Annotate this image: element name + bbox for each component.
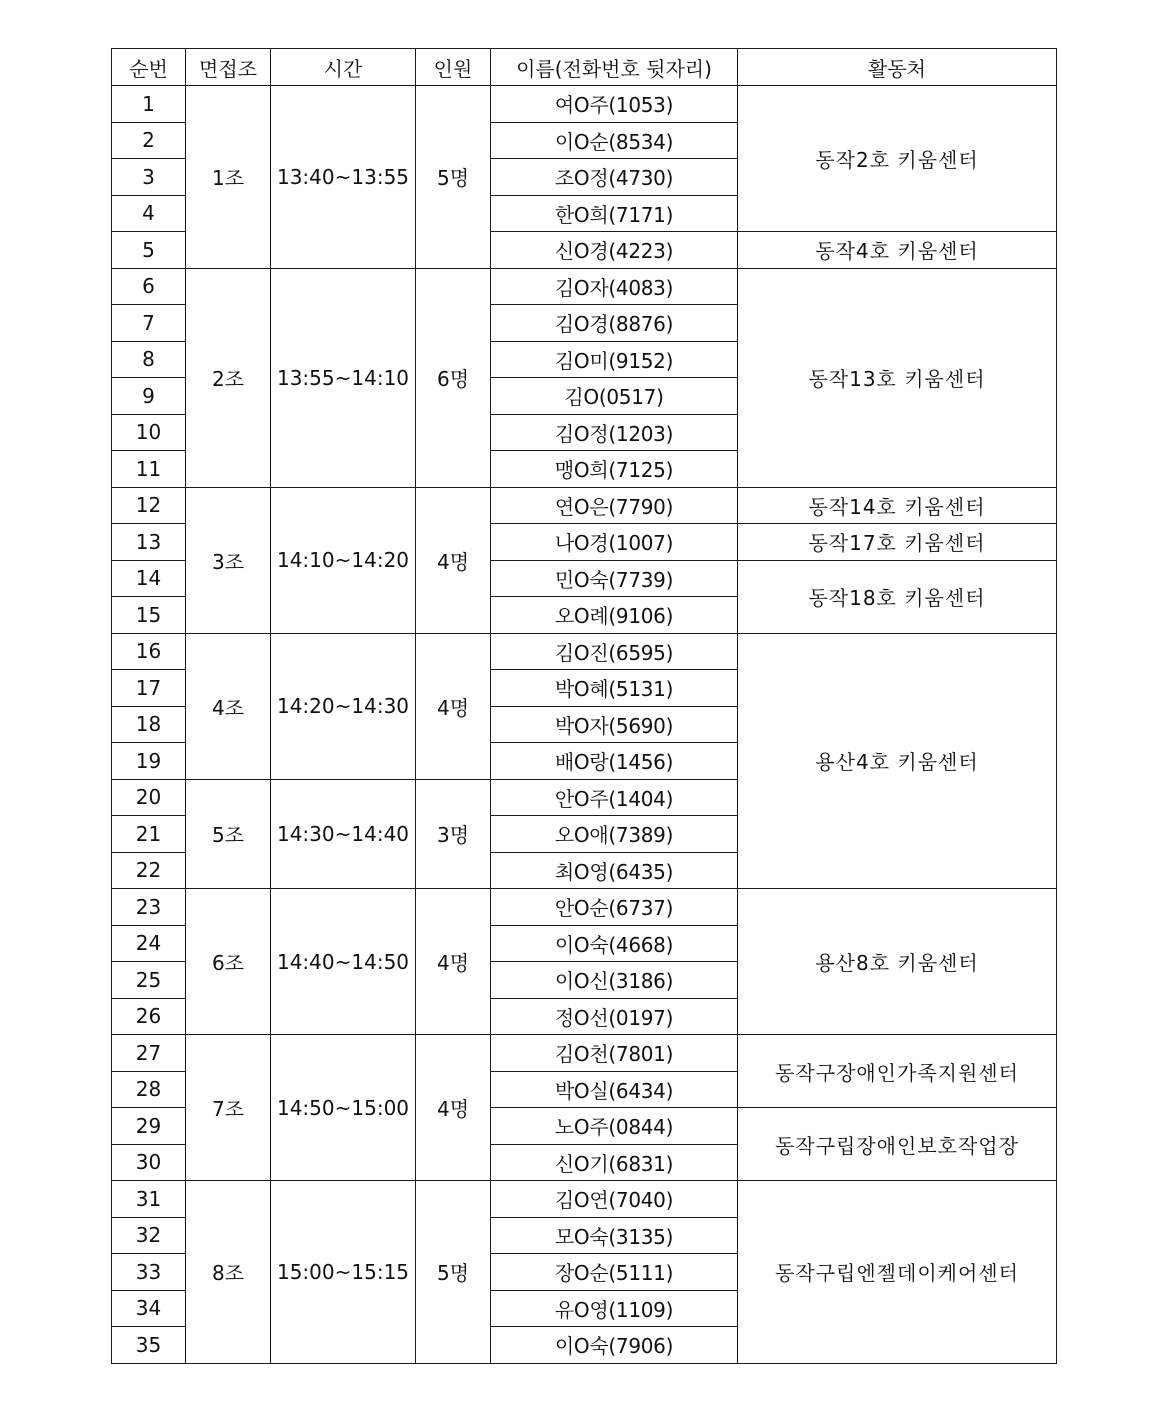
participant-name: 김O천(7801) <box>491 1035 738 1072</box>
table-row <box>112 268 1057 305</box>
participant-name: 이O순(8534) <box>491 122 738 159</box>
participant-name: 배O랑(1456) <box>491 743 738 780</box>
participant-name: 김O진(6595) <box>491 633 738 670</box>
row-number: 8 <box>112 341 186 378</box>
row-number: 12 <box>112 487 186 524</box>
row-number: 9 <box>112 378 186 415</box>
participant-name: 안O주(1404) <box>491 779 738 816</box>
row-number: 14 <box>112 560 186 597</box>
group-count: 4명 <box>416 487 491 633</box>
participant-name: 신O경(4223) <box>491 232 738 269</box>
row-number: 35 <box>112 1327 186 1364</box>
participant-name: 오O애(7389) <box>491 816 738 853</box>
participant-name: 맹O희(7125) <box>491 451 738 488</box>
table-row <box>112 86 1057 123</box>
row-number: 2 <box>112 122 186 159</box>
row-number: 31 <box>112 1181 186 1218</box>
participant-name: 이O신(3186) <box>491 962 738 999</box>
group-count: 5명 <box>416 86 491 269</box>
participant-name: 김O경(8876) <box>491 305 738 342</box>
group-time: 14:20~14:30 <box>271 633 416 779</box>
row-number: 28 <box>112 1071 186 1108</box>
group-time: 14:40~14:50 <box>271 889 416 1035</box>
activity-organization: 동작13호 키움센터 <box>738 268 1057 487</box>
interview-schedule-table <box>111 48 1057 1364</box>
row-number: 24 <box>112 925 186 962</box>
participant-name: 모O숙(3135) <box>491 1217 738 1254</box>
participant-name: 김O자(4083) <box>491 268 738 305</box>
row-number: 7 <box>112 305 186 342</box>
header-time: 시간 <box>271 49 416 86</box>
group-time: 14:10~14:20 <box>271 487 416 633</box>
activity-organization: 동작구립장애인보호작업장 <box>738 1108 1057 1181</box>
group-count: 4명 <box>416 1035 491 1181</box>
row-number: 27 <box>112 1035 186 1072</box>
table-row <box>112 1181 1057 1218</box>
participant-name: 박O자(5690) <box>491 706 738 743</box>
schedule-body <box>112 86 1057 1364</box>
participant-name: 박O실(6434) <box>491 1071 738 1108</box>
group-count: 6명 <box>416 268 491 487</box>
participant-name: 정O선(0197) <box>491 998 738 1035</box>
row-number: 34 <box>112 1290 186 1327</box>
activity-organization: 동작4호 키움센터 <box>738 232 1057 269</box>
participant-name: 김O연(7040) <box>491 1181 738 1218</box>
row-number: 4 <box>112 195 186 232</box>
header-number: 순번 <box>112 49 186 86</box>
row-number: 29 <box>112 1108 186 1145</box>
group-time: 15:00~15:15 <box>271 1181 416 1364</box>
row-number: 1 <box>112 86 186 123</box>
participant-name: 이O숙(4668) <box>491 925 738 962</box>
group-label: 5조 <box>186 779 271 889</box>
participant-name: 김O(0517) <box>491 378 738 415</box>
activity-organization: 동작18호 키움센터 <box>738 560 1057 633</box>
participant-name: 연O은(7790) <box>491 487 738 524</box>
group-label: 4조 <box>186 633 271 779</box>
row-number: 32 <box>112 1217 186 1254</box>
row-number: 19 <box>112 743 186 780</box>
row-number: 11 <box>112 451 186 488</box>
group-time: 14:50~15:00 <box>271 1035 416 1181</box>
row-number: 15 <box>112 597 186 634</box>
activity-organization: 동작구립엔젤데이케어센터 <box>738 1181 1057 1364</box>
group-label: 1조 <box>186 86 271 269</box>
group-count: 3명 <box>416 779 491 889</box>
row-number: 6 <box>112 268 186 305</box>
row-number: 23 <box>112 889 186 926</box>
participant-name: 조O정(4730) <box>491 159 738 196</box>
activity-organization: 동작17호 키움센터 <box>738 524 1057 561</box>
row-number: 17 <box>112 670 186 707</box>
header-row <box>112 49 1057 86</box>
group-label: 6조 <box>186 889 271 1035</box>
row-number: 25 <box>112 962 186 999</box>
header-count: 인원 <box>416 49 491 86</box>
row-number: 22 <box>112 852 186 889</box>
group-label: 7조 <box>186 1035 271 1181</box>
participant-name: 한O희(7171) <box>491 195 738 232</box>
group-time: 13:40~13:55 <box>271 86 416 269</box>
participant-name: 김O미(9152) <box>491 341 738 378</box>
row-number: 26 <box>112 998 186 1035</box>
row-number: 5 <box>112 232 186 269</box>
row-number: 21 <box>112 816 186 853</box>
participant-name: 나O경(1007) <box>491 524 738 561</box>
participant-name: 오O례(9106) <box>491 597 738 634</box>
row-number: 10 <box>112 414 186 451</box>
participant-name: 여O주(1053) <box>491 86 738 123</box>
row-number: 18 <box>112 706 186 743</box>
participant-name: 안O순(6737) <box>491 889 738 926</box>
group-label: 2조 <box>186 268 271 487</box>
header-group: 면접조 <box>186 49 271 86</box>
participant-name: 김O정(1203) <box>491 414 738 451</box>
activity-organization: 용산4호 키움센터 <box>738 633 1057 889</box>
participant-name: 신O기(6831) <box>491 1144 738 1181</box>
row-number: 20 <box>112 779 186 816</box>
header-name: 이름(전화번호 뒷자리) <box>491 49 738 86</box>
table-row <box>112 633 1057 670</box>
participant-name: 박O혜(5131) <box>491 670 738 707</box>
activity-organization: 용산8호 키움센터 <box>738 889 1057 1035</box>
activity-organization: 동작구장애인가족지원센터 <box>738 1035 1057 1108</box>
group-time: 13:55~14:10 <box>271 268 416 487</box>
row-number: 30 <box>112 1144 186 1181</box>
table-row <box>112 889 1057 926</box>
row-number: 33 <box>112 1254 186 1291</box>
participant-name: 이O숙(7906) <box>491 1327 738 1364</box>
activity-organization: 동작14호 키움센터 <box>738 487 1057 524</box>
group-count: 4명 <box>416 633 491 779</box>
group-label: 8조 <box>186 1181 271 1364</box>
participant-name: 민O숙(7739) <box>491 560 738 597</box>
row-number: 16 <box>112 633 186 670</box>
table-row <box>112 1035 1057 1072</box>
activity-organization: 동작2호 키움센터 <box>738 86 1057 232</box>
row-number: 3 <box>112 159 186 196</box>
group-time: 14:30~14:40 <box>271 779 416 889</box>
participant-name: 장O순(5111) <box>491 1254 738 1291</box>
group-count: 5명 <box>416 1181 491 1364</box>
group-label: 3조 <box>186 487 271 633</box>
group-count: 4명 <box>416 889 491 1035</box>
participant-name: 유O영(1109) <box>491 1290 738 1327</box>
participant-name: 노O주(0844) <box>491 1108 738 1145</box>
header-organization: 활동처 <box>738 49 1057 86</box>
row-number: 13 <box>112 524 186 561</box>
table-row <box>112 487 1057 524</box>
participant-name: 최O영(6435) <box>491 852 738 889</box>
